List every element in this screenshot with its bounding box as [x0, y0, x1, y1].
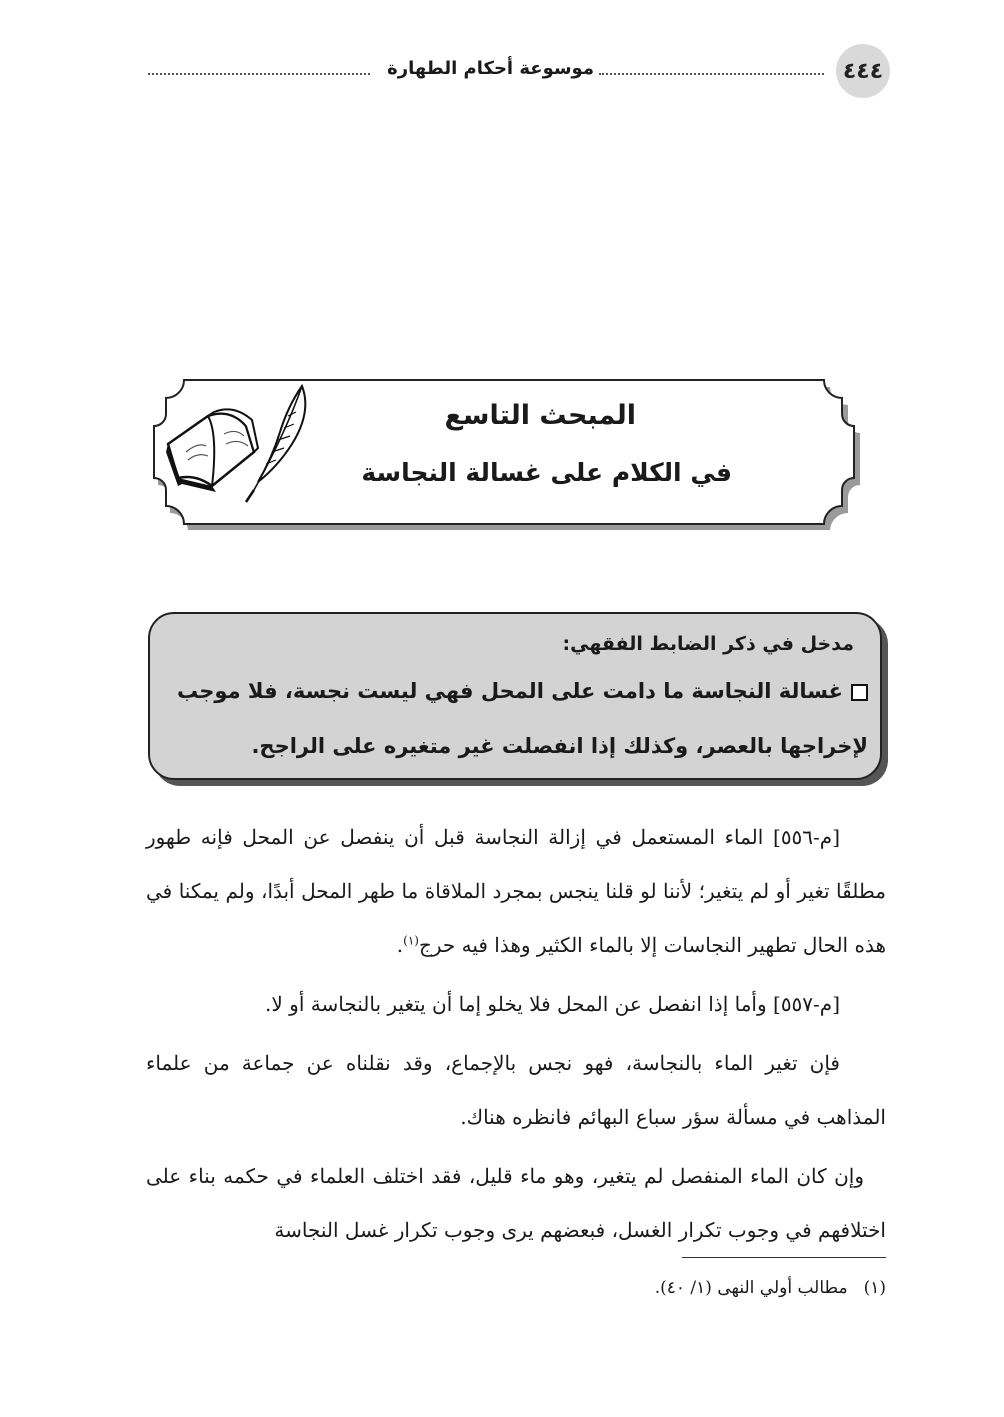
- jurisprudential-rule-box: [148, 612, 882, 780]
- page-number: ٤٤٤: [836, 44, 890, 98]
- body-text: [146, 810, 886, 1262]
- section-title-frame: [146, 376, 862, 530]
- footnote-reference[interactable]: (١): [403, 933, 419, 948]
- footnote-number: (١): [863, 1278, 886, 1298]
- rule-heading: مدخل في ذكر الضابط الفقهي:: [562, 633, 854, 655]
- header-dotted-leader-left: [148, 73, 370, 75]
- checkbox-bullet-icon: [851, 684, 868, 701]
- book-and-quill-icon: [162, 382, 312, 504]
- paragraph-m556-end: .: [396, 933, 404, 957]
- header-dotted-leader-right: [599, 73, 824, 75]
- rule-text: غسالة النجاسة ما دامت على المحل فهي ليست نجسة، فلا موجب لإخراجها بالعصر، وكذلك إذا انفصلت غير متغيره على الراجح.: [177, 679, 868, 758]
- running-title: موسوعة أحكام الطهارة: [387, 58, 594, 79]
- footnote-item: [655, 1278, 886, 1298]
- footnote-text: مطالب أولي النهى (١/ ٤٠).: [654, 1278, 848, 1298]
- paragraph-changed-water: فإن تغير الماء بالنجاسة، فهو نجس بالإجماع، وقد نقلناه عن جماعة من علماء المذاهب في مسألة سؤر سباع البهائم فانظره هناك.: [146, 1051, 886, 1129]
- paragraph-m556: [146, 810, 886, 972]
- rule-text-block: [162, 664, 868, 774]
- page-header: [140, 44, 890, 100]
- paragraph-m557: [م-٥٥٧] وأما إذا انفصل عن المحل فلا يخلو إما أن يتغير بالنجاسة أو لا.: [265, 992, 840, 1016]
- paragraph-unchanged-water: وإن كان الماء المنفصل لم يتغير، وهو ماء قليل، فقد اختلف العلماء في حكمه بناء على اختلافهم في وجوب تكرار الغسل، فبعضهم يرى وجوب تكرار غسل النجاسة: [146, 1164, 886, 1242]
- paragraph-m556-text: [م-٥٥٦] الماء المستعمل في إزالة النجاسة قبل أن ينفصل عن المحل فإنه طهور مطلقًا تغير أو لم يتغير؛ لأننا لو قلنا ينجس بمجرد الملاقاة ما طهر المحل أبدًا، ولم يمكنا في هذه الحال تطهير النجاسات إلا بالماء الكثير وهذا فيه حرج: [146, 825, 886, 957]
- section-subtitle: في الكلام على غسالة النجاسة: [361, 458, 732, 487]
- section-title: المبحث التاسع: [444, 400, 636, 431]
- footnote-separator: [682, 1257, 886, 1258]
